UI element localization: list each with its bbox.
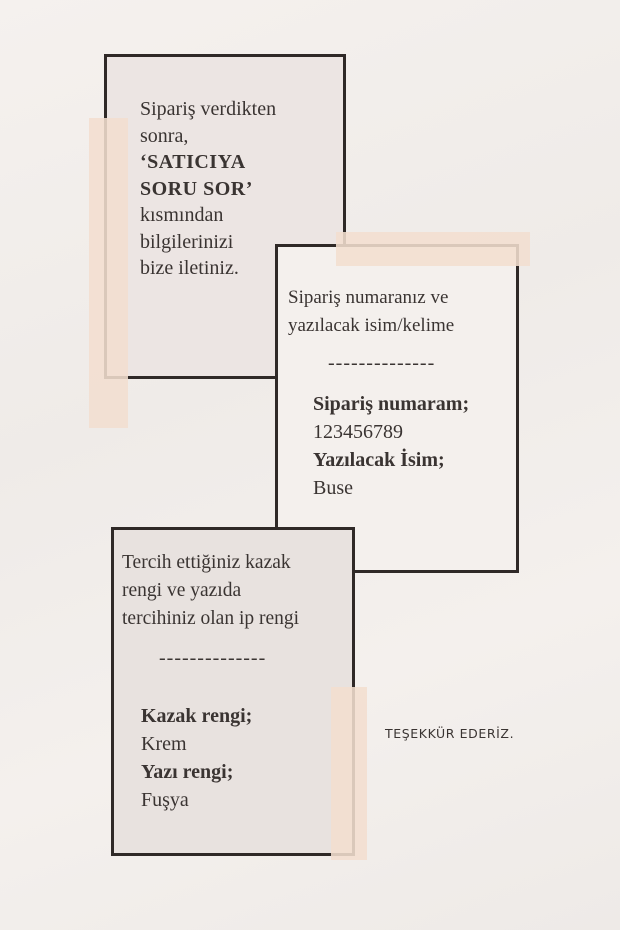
- card-order-intro: [288, 284, 454, 340]
- order-number-value: 123456789: [313, 421, 403, 443]
- tape-strip: [336, 232, 530, 266]
- sweater-color-label: Kazak rengi;: [141, 705, 253, 727]
- text-line: sonra,: [140, 124, 189, 147]
- text-line-bold: SORU SOR’: [140, 177, 253, 200]
- text-line: tercihiniz olan ip rengi: [122, 608, 300, 629]
- order-number-label: Sipariş numaram;: [313, 393, 470, 415]
- text-line: Sipariş verdikten: [140, 98, 277, 120]
- divider: --------------: [328, 352, 436, 374]
- card-instructions-text: [140, 96, 276, 282]
- text-line: Sipariş numaranız ve: [288, 287, 449, 308]
- name-value: Buse: [313, 477, 353, 499]
- card-order-details: [313, 390, 469, 502]
- text-line-bold: ‘SATICIYA: [140, 151, 246, 173]
- divider: --------------: [159, 647, 267, 669]
- sweater-color-value: Krem: [141, 733, 187, 755]
- text-line: yazılacak isim/kelime: [288, 315, 455, 336]
- text-line: Tercih ettiğiniz kazak: [122, 552, 291, 573]
- card-color-details: [141, 702, 252, 814]
- text-color-label: Yazı rengi;: [141, 761, 234, 783]
- text-line: bilgilerinizi: [140, 230, 234, 253]
- text-line: rengi ve yazıda: [122, 580, 242, 601]
- text-line: kısmından: [140, 204, 224, 226]
- text-color-value: Fuşya: [141, 789, 189, 811]
- card-color-intro: [122, 549, 299, 633]
- thanks-text: TEŞEKKÜR EDERİZ.: [385, 726, 515, 741]
- tape-strip: [331, 687, 367, 860]
- text-line: bize iletiniz.: [140, 257, 239, 279]
- tape-strip: [89, 118, 128, 428]
- name-label: Yazılacak İsim;: [313, 449, 445, 471]
